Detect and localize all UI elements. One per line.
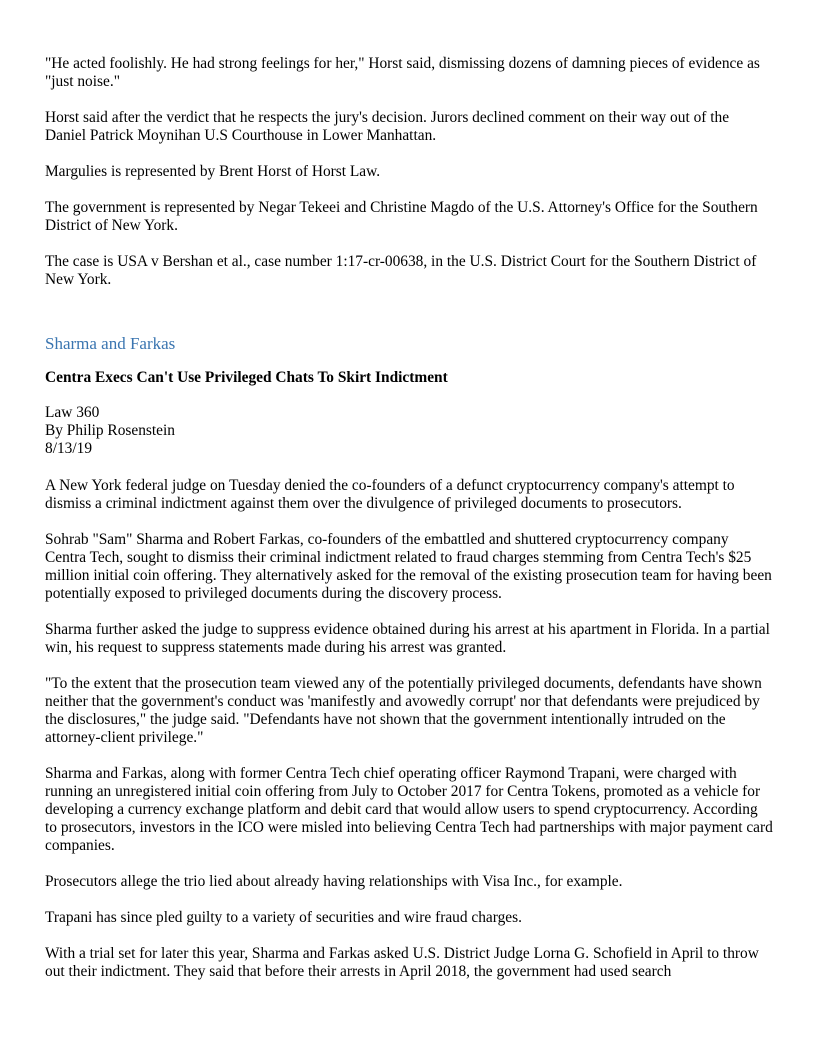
paragraph: Horst said after the verdict that he respects the jury's decision. Jurors declined comment on their way out of the Daniel Patrick Moynihan U.S Courthouse in Lower Manhattan. xyxy=(45,109,730,144)
article-meta xyxy=(45,404,773,458)
section-link-sharma-farkas[interactable]: Sharma and Farkas xyxy=(45,334,176,353)
section-spacer xyxy=(45,307,773,334)
paragraph: Margulies is represented by Brent Horst of Horst Law. xyxy=(45,163,381,180)
article-paragraph: "To the extent that the prosecution team viewed any of the potentially privileged documents, defendants have shown neither that the government's conduct was 'manifestly and avowedly corrupt' nor that defendants were prejudiced by the disclosures," the judge said. "Defendants have not shown that the government intentionally intruded on the attorney-client privilege." xyxy=(45,675,762,746)
article-source: Law 360 xyxy=(45,404,100,421)
article-paragraph: Sharma and Farkas, along with former Centra Tech chief operating officer Raymond Trapani, were charged with running an unregistered initial coin offering from July to October 2017 for Centra Tokens, promoted as a vehicle for developing a currency exchange platform and debit card that would allow users to spend cryptocurrency. According to prosecutors, investors in the ICO were misled into believing Centra Tech had partnerships with major payment card companies. xyxy=(45,765,773,854)
paragraph: The government is represented by Negar Tekeei and Christine Magdo of the U.S. Attorney's Office for the Southern District of New York. xyxy=(45,199,758,234)
article-date: 8/13/19 xyxy=(45,440,93,457)
article-byline: By Philip Rosenstein xyxy=(45,422,175,439)
article-paragraph: With a trial set for later this year, Sharma and Farkas asked U.S. District Judge Lorna G. Schofield in April to throw out their indictment. They said that before their arrests in April 2018, the government had used search xyxy=(45,945,759,980)
article-headline: Centra Execs Can't Use Privileged Chats To Skirt Indictment xyxy=(45,369,448,386)
document-body xyxy=(45,55,773,999)
paragraph: "He acted foolishly. He had strong feelings for her," Horst said, dismissing dozens of damning pieces of evidence as "just noise." xyxy=(45,55,760,90)
article-paragraph: Prosecutors allege the trio lied about already having relationships with Visa Inc., for example. xyxy=(45,873,623,890)
article-paragraph: Sharma further asked the judge to suppress evidence obtained during his arrest at his apartment in Florida. In a partial win, his request to suppress statements made during his arrest was granted. xyxy=(45,621,770,656)
article-paragraph: A New York federal judge on Tuesday denied the co-founders of a defunct cryptocurrency company's attempt to dismiss a criminal indictment against them over the divulgence of privileged documents to prosecutors. xyxy=(45,477,735,512)
article-paragraph: Sohrab "Sam" Sharma and Robert Farkas, co-founders of the embattled and shuttered cryptocurrency company Centra Tech, sought to dismiss their criminal indictment related to fraud charges stemming from Centra Tech's $25 million initial coin offering. They alternatively asked for the removal of the existing prosecution team for having been potentially exposed to privileged documents during the discovery process. xyxy=(45,531,772,602)
paragraph: The case is USA v Bershan et al., case number 1:17-cr-00638, in the U.S. District Court for the Southern District of New York. xyxy=(45,253,757,288)
article-paragraph: Trapani has since pled guilty to a variety of securities and wire fraud charges. xyxy=(45,909,522,926)
